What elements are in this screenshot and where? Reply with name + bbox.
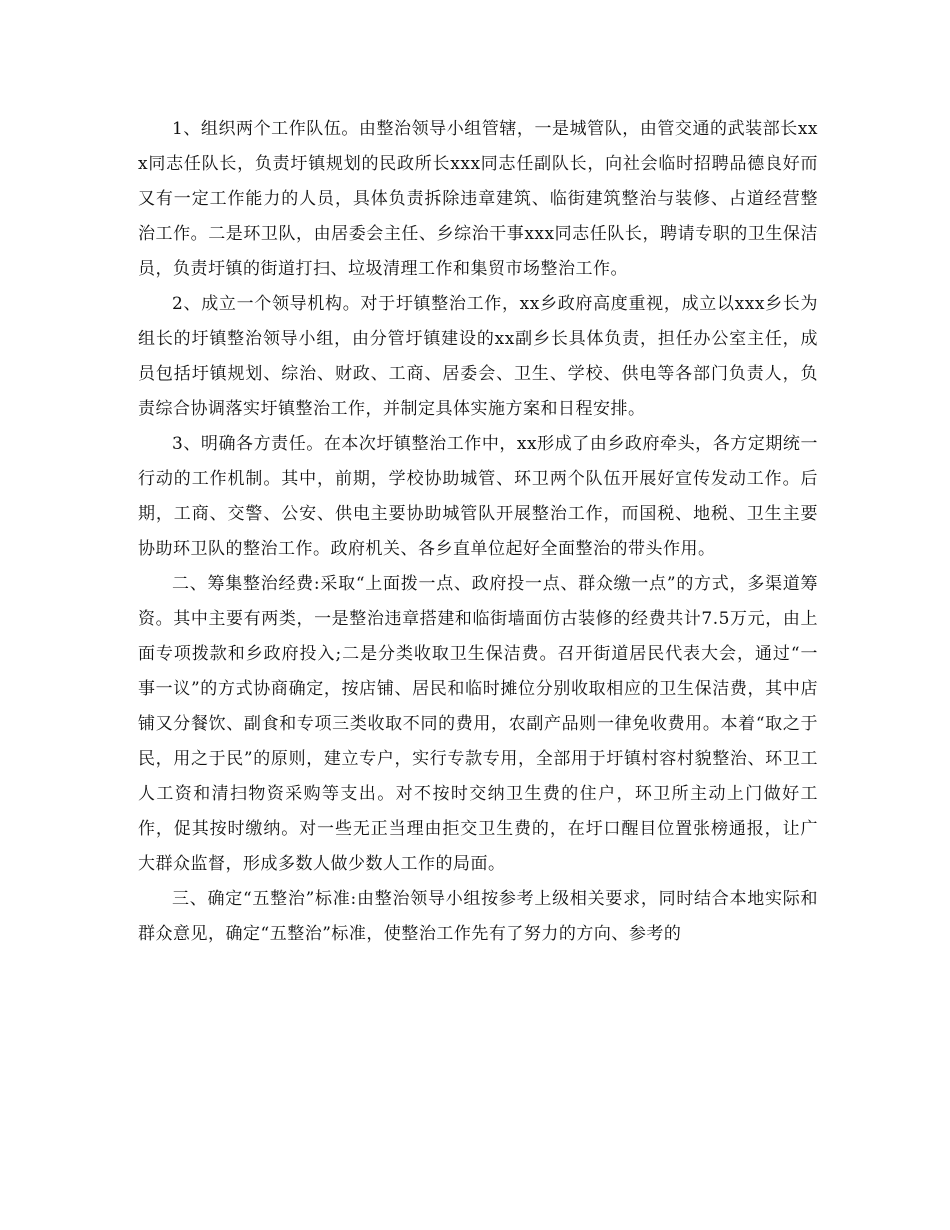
paragraph-team-organization: 1、组织两个工作队伍。由整治领导小组管辖，一是城管队，由管交通的武装部长xxx同志任队长，负责圩镇规划的民政所长xxx同志任副队长，向社会临时招聘品德良好而又有一定工作能力的人员，具体负责拆除违章建筑、临街建筑整治与装修、占道经营整治工作。二是环卫队，由居委会主任、乡综治干事xxx同志任队长，聘请专职的卫生保洁员，负责圩镇的街道打扫、垃圾清理工作和集贸市场整治工作。 [138, 119, 818, 279]
paragraph-funding: 二、筹集整治经费:采取“上面拨一点、政府投一点、群众缴一点”的方式，多渠道筹资。其中主要有两类，一是整治违章搭建和临街墙面仿古装修的经费共计7.5万元，由上面专项拨款和乡政府投入;二是分类收取卫生保洁费。召开街道居民代表大会，通过“一事一议”的方式协商确定，按店铺、居民和临时摊位分别收取相应的卫生保洁费，其中店铺又分餐饮、副食和专项三类收取不同的费用，农副产品则一律免收费用。本着“取之于民，用之于民”的原则，建立专户，实行专款专用，全部用于圩镇村容村貌整治、环卫工人工资和清扫物资采购等支出。对不按时交纳卫生费的住户，环卫所主动上门做好工作，促其按时缴纳。对一些无正当理由拒交卫生费的，在圩口醒目位置张榜通报，让广大群众监督，形成多数人做少数人工作的局面。 [138, 574, 818, 874]
document-body [138, 112, 818, 952]
paragraph-responsibilities: 3、明确各方责任。在本次圩镇整治工作中，xx形成了由乡政府牵头，各方定期统一行动的工作机制。其中，前期，学校协助城管、环卫两个队伍开展好宣传发动工作。后期，工商、交警、公安、供电主要协助城管队开展整治工作，而国税、地税、卫生主要协助环卫队的整治工作。政府机关、各乡直单位起好全面整治的带头作用。 [138, 434, 818, 559]
paragraph-leadership-body: 2、成立一个领导机构。对于圩镇整治工作，xx乡政府高度重视，成立以xxx乡长为组长的圩镇整治领导小组，由分管圩镇建设的xx副乡长具体负责，担任办公室主任，成员包括圩镇规划、综治、财政、工商、居委会、卫生、学校、供电等各部门负责人，负责综合协调落实圩镇整治工作，并制定具体实施方案和日程安排。 [138, 294, 818, 419]
paragraph-standards: 三、确定“五整治”标准:由整治领导小组按参考上级相关要求，同时结合本地实际和群众意见，确定“五整治”标准，使整治工作先有了努力的方向、参考的 [138, 889, 818, 944]
